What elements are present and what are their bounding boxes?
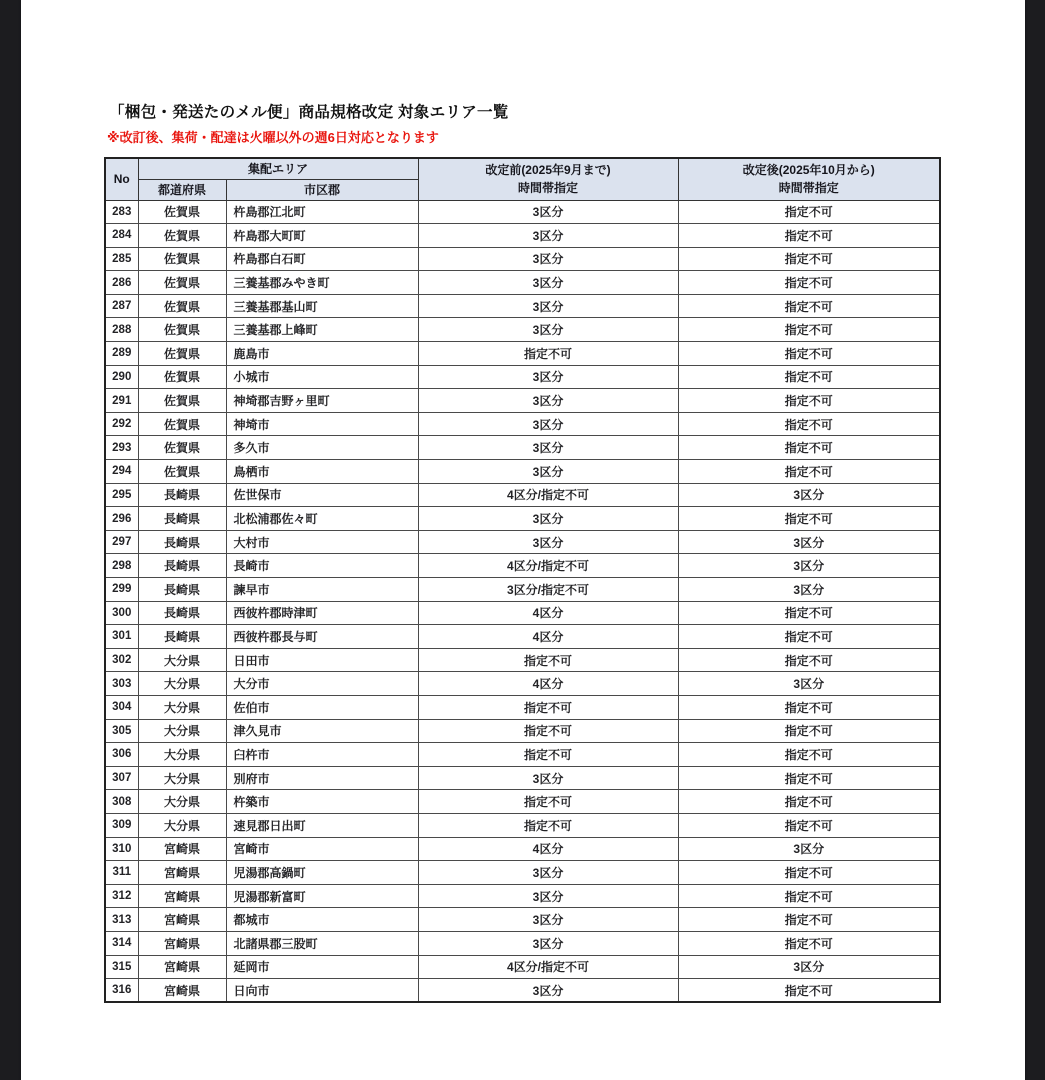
cell-city: 延岡市 bbox=[226, 955, 418, 979]
table-row bbox=[105, 436, 940, 460]
cell-no: 309 bbox=[105, 813, 138, 837]
cell-city: 別府市 bbox=[226, 766, 418, 790]
cell-city: 西彼杵郡時津町 bbox=[226, 601, 418, 625]
page-title: 「梱包・発送たのメル便」商品規格改定 対象エリア一覧 bbox=[109, 104, 509, 121]
cell-before: 3区分 bbox=[418, 908, 678, 932]
cell-prefecture: 宮崎県 bbox=[138, 861, 226, 885]
cell-no: 313 bbox=[105, 908, 138, 932]
cell-before: 指定不可 bbox=[418, 719, 678, 743]
cell-before: 4区分 bbox=[418, 672, 678, 696]
cell-after: 指定不可 bbox=[678, 247, 940, 271]
cell-city: 三養基郡基山町 bbox=[226, 294, 418, 318]
cell-before: 3区分 bbox=[418, 318, 678, 342]
table-row bbox=[105, 672, 940, 696]
cell-city: 佐世保市 bbox=[226, 483, 418, 507]
cell-prefecture: 長崎県 bbox=[138, 507, 226, 531]
cell-prefecture: 長崎県 bbox=[138, 554, 226, 578]
cell-city: 小城市 bbox=[226, 365, 418, 389]
cell-prefecture: 大分県 bbox=[138, 766, 226, 790]
cell-after: 指定不可 bbox=[678, 743, 940, 767]
cell-city: 大村市 bbox=[226, 530, 418, 554]
cell-before: 3区分 bbox=[418, 436, 678, 460]
header-row-1 bbox=[105, 158, 940, 179]
cell-no: 286 bbox=[105, 271, 138, 295]
cell-prefecture: 大分県 bbox=[138, 672, 226, 696]
cell-prefecture: 佐賀県 bbox=[138, 271, 226, 295]
cell-prefecture: 佐賀県 bbox=[138, 389, 226, 413]
table-row bbox=[105, 578, 940, 602]
cell-city: 大分市 bbox=[226, 672, 418, 696]
cell-city: 速見郡日出町 bbox=[226, 813, 418, 837]
cell-no: 291 bbox=[105, 389, 138, 413]
cell-no: 311 bbox=[105, 861, 138, 885]
cell-after: 3区分 bbox=[678, 578, 940, 602]
cell-after: 指定不可 bbox=[678, 813, 940, 837]
cell-no: 287 bbox=[105, 294, 138, 318]
cell-city: 三養基郡みやき町 bbox=[226, 271, 418, 295]
cell-after: 3区分 bbox=[678, 483, 940, 507]
cell-city: 杵島郡白石町 bbox=[226, 247, 418, 271]
cell-after: 指定不可 bbox=[678, 979, 940, 1003]
cell-before: 3区分 bbox=[418, 365, 678, 389]
cell-after: 指定不可 bbox=[678, 884, 940, 908]
cell-city: 児湯郡新富町 bbox=[226, 884, 418, 908]
table-row bbox=[105, 247, 940, 271]
cell-prefecture: 宮崎県 bbox=[138, 908, 226, 932]
cell-before: 3区分 bbox=[418, 412, 678, 436]
cell-prefecture: 長崎県 bbox=[138, 578, 226, 602]
table-row bbox=[105, 342, 940, 366]
document-page bbox=[21, 0, 1025, 1080]
cell-no: 296 bbox=[105, 507, 138, 531]
cell-no: 304 bbox=[105, 695, 138, 719]
table-row bbox=[105, 389, 940, 413]
cell-no: 288 bbox=[105, 318, 138, 342]
cell-no: 284 bbox=[105, 224, 138, 248]
cell-no: 310 bbox=[105, 837, 138, 861]
cell-no: 297 bbox=[105, 530, 138, 554]
cell-city: 都城市 bbox=[226, 908, 418, 932]
table-row bbox=[105, 318, 940, 342]
cell-before: 4区分 bbox=[418, 601, 678, 625]
cell-no: 305 bbox=[105, 719, 138, 743]
cell-after: 3区分 bbox=[678, 672, 940, 696]
table-row bbox=[105, 790, 940, 814]
cell-after: 3区分 bbox=[678, 955, 940, 979]
cell-prefecture: 宮崎県 bbox=[138, 884, 226, 908]
cell-before: 3区分 bbox=[418, 884, 678, 908]
cell-after: 3区分 bbox=[678, 837, 940, 861]
cell-no: 298 bbox=[105, 554, 138, 578]
cell-city: 鹿島市 bbox=[226, 342, 418, 366]
cell-after: 指定不可 bbox=[678, 460, 940, 484]
cell-city: 鳥栖市 bbox=[226, 460, 418, 484]
cell-no: 308 bbox=[105, 790, 138, 814]
cell-prefecture: 大分県 bbox=[138, 790, 226, 814]
cell-prefecture: 宮崎県 bbox=[138, 955, 226, 979]
table-row bbox=[105, 554, 940, 578]
cell-no: 300 bbox=[105, 601, 138, 625]
cell-after: 指定不可 bbox=[678, 389, 940, 413]
table-row bbox=[105, 601, 940, 625]
cell-no: 307 bbox=[105, 766, 138, 790]
cell-city: 杵島郡江北町 bbox=[226, 200, 418, 224]
table-row bbox=[105, 719, 940, 743]
table-row bbox=[105, 224, 940, 248]
cell-city: 諫早市 bbox=[226, 578, 418, 602]
cell-before: 4区分 bbox=[418, 625, 678, 649]
cell-after: 3区分 bbox=[678, 530, 940, 554]
table-header bbox=[105, 158, 940, 200]
header-after bbox=[678, 158, 940, 200]
cell-prefecture: 長崎県 bbox=[138, 601, 226, 625]
cell-before: 4区分/指定不可 bbox=[418, 955, 678, 979]
cell-city: 津久見市 bbox=[226, 719, 418, 743]
cell-after: 指定不可 bbox=[678, 601, 940, 625]
cell-after: 指定不可 bbox=[678, 342, 940, 366]
cell-before: 3区分 bbox=[418, 861, 678, 885]
cell-after: 指定不可 bbox=[678, 931, 940, 955]
table-row bbox=[105, 766, 940, 790]
table-row bbox=[105, 460, 940, 484]
cell-after: 指定不可 bbox=[678, 861, 940, 885]
cell-before: 3区分 bbox=[418, 460, 678, 484]
cell-after: 指定不可 bbox=[678, 719, 940, 743]
cell-after: 指定不可 bbox=[678, 695, 940, 719]
cell-before: 4区分/指定不可 bbox=[418, 554, 678, 578]
table-row bbox=[105, 743, 940, 767]
cell-prefecture: 大分県 bbox=[138, 648, 226, 672]
cell-prefecture: 佐賀県 bbox=[138, 460, 226, 484]
cell-after: 指定不可 bbox=[678, 200, 940, 224]
table-row bbox=[105, 908, 940, 932]
cell-prefecture: 大分県 bbox=[138, 719, 226, 743]
cell-no: 299 bbox=[105, 578, 138, 602]
cell-prefecture: 大分県 bbox=[138, 695, 226, 719]
cell-after: 指定不可 bbox=[678, 507, 940, 531]
table-row bbox=[105, 483, 940, 507]
cell-before: 指定不可 bbox=[418, 813, 678, 837]
cell-prefecture: 佐賀県 bbox=[138, 247, 226, 271]
cell-no: 285 bbox=[105, 247, 138, 271]
cell-before: 3区分 bbox=[418, 224, 678, 248]
cell-prefecture: 宮崎県 bbox=[138, 979, 226, 1003]
table-row bbox=[105, 625, 940, 649]
cell-after: 指定不可 bbox=[678, 625, 940, 649]
table-row bbox=[105, 365, 940, 389]
cell-no: 293 bbox=[105, 436, 138, 460]
cell-before: 4区分 bbox=[418, 837, 678, 861]
cell-prefecture: 佐賀県 bbox=[138, 436, 226, 460]
cell-after: 指定不可 bbox=[678, 365, 940, 389]
cell-city: 神埼郡吉野ヶ里町 bbox=[226, 389, 418, 413]
cell-before: 3区分 bbox=[418, 294, 678, 318]
cell-before: 3区分 bbox=[418, 247, 678, 271]
cell-after: 指定不可 bbox=[678, 766, 940, 790]
table-row bbox=[105, 813, 940, 837]
table-row bbox=[105, 931, 940, 955]
header-no: No bbox=[105, 158, 138, 200]
cell-prefecture: 佐賀県 bbox=[138, 412, 226, 436]
cell-before: 指定不可 bbox=[418, 743, 678, 767]
cell-no: 312 bbox=[105, 884, 138, 908]
header-city: 市区郡 bbox=[226, 179, 418, 200]
cell-before: 3区分 bbox=[418, 530, 678, 554]
cell-before: 3区分 bbox=[418, 200, 678, 224]
cell-after: 指定不可 bbox=[678, 412, 940, 436]
cell-city: 日田市 bbox=[226, 648, 418, 672]
cell-no: 295 bbox=[105, 483, 138, 507]
table-row bbox=[105, 979, 940, 1003]
cell-before: 3区分 bbox=[418, 979, 678, 1003]
header-prefecture: 都道府県 bbox=[138, 179, 226, 200]
cell-no: 301 bbox=[105, 625, 138, 649]
cell-prefecture: 長崎県 bbox=[138, 530, 226, 554]
cell-city: 北松浦郡佐々町 bbox=[226, 507, 418, 531]
cell-before: 3区分 bbox=[418, 766, 678, 790]
cell-no: 292 bbox=[105, 412, 138, 436]
cell-city: 三養基郡上峰町 bbox=[226, 318, 418, 342]
cell-no: 289 bbox=[105, 342, 138, 366]
cell-city: 西彼杵郡長与町 bbox=[226, 625, 418, 649]
cell-no: 294 bbox=[105, 460, 138, 484]
cell-after: 指定不可 bbox=[678, 790, 940, 814]
table-row bbox=[105, 955, 940, 979]
cell-before: 指定不可 bbox=[418, 342, 678, 366]
cell-no: 314 bbox=[105, 931, 138, 955]
header-after-line2: 時間帯指定 bbox=[778, 181, 839, 196]
cell-prefecture: 宮崎県 bbox=[138, 931, 226, 955]
table-row bbox=[105, 837, 940, 861]
cell-no: 290 bbox=[105, 365, 138, 389]
header-area-group: 集配エリア bbox=[138, 158, 418, 179]
cell-city: 杵島郡大町町 bbox=[226, 224, 418, 248]
cell-no: 303 bbox=[105, 672, 138, 696]
revision-note: ※改訂後、集荷・配達は火曜以外の週6日対応となります bbox=[107, 130, 439, 145]
table-row bbox=[105, 271, 940, 295]
cell-prefecture: 佐賀県 bbox=[138, 342, 226, 366]
cell-no: 306 bbox=[105, 743, 138, 767]
cell-before: 3区分 bbox=[418, 507, 678, 531]
cell-no: 315 bbox=[105, 955, 138, 979]
cell-prefecture: 長崎県 bbox=[138, 483, 226, 507]
cell-city: 臼杵市 bbox=[226, 743, 418, 767]
cell-before: 3区分/指定不可 bbox=[418, 578, 678, 602]
cell-prefecture: 佐賀県 bbox=[138, 224, 226, 248]
table-row bbox=[105, 861, 940, 885]
cell-before: 指定不可 bbox=[418, 695, 678, 719]
cell-city: 佐伯市 bbox=[226, 695, 418, 719]
cell-before: 指定不可 bbox=[418, 648, 678, 672]
cell-before: 4区分/指定不可 bbox=[418, 483, 678, 507]
area-revision-table bbox=[104, 157, 941, 1003]
cell-after: 指定不可 bbox=[678, 318, 940, 342]
cell-no: 316 bbox=[105, 979, 138, 1003]
cell-after: 指定不可 bbox=[678, 908, 940, 932]
header-before bbox=[418, 158, 678, 200]
cell-city: 宮崎市 bbox=[226, 837, 418, 861]
cell-no: 283 bbox=[105, 200, 138, 224]
header-after-line1: 改定後(2025年10月から) bbox=[742, 162, 875, 177]
cell-after: 3区分 bbox=[678, 554, 940, 578]
header-before-line1: 改定前(2025年9月まで) bbox=[485, 162, 611, 177]
cell-no: 302 bbox=[105, 648, 138, 672]
cell-after: 指定不可 bbox=[678, 294, 940, 318]
cell-before: 3区分 bbox=[418, 389, 678, 413]
table-row bbox=[105, 884, 940, 908]
table-row bbox=[105, 530, 940, 554]
cell-prefecture: 佐賀県 bbox=[138, 294, 226, 318]
cell-city: 児湯郡高鍋町 bbox=[226, 861, 418, 885]
cell-city: 長崎市 bbox=[226, 554, 418, 578]
cell-city: 神埼市 bbox=[226, 412, 418, 436]
table-row bbox=[105, 294, 940, 318]
cell-after: 指定不可 bbox=[678, 436, 940, 460]
cell-city: 北諸県郡三股町 bbox=[226, 931, 418, 955]
cell-prefecture: 佐賀県 bbox=[138, 200, 226, 224]
header-before-line2: 時間帯指定 bbox=[517, 181, 578, 196]
cell-before: 3区分 bbox=[418, 271, 678, 295]
cell-prefecture: 大分県 bbox=[138, 743, 226, 767]
cell-city: 杵築市 bbox=[226, 790, 418, 814]
cell-prefecture: 大分県 bbox=[138, 813, 226, 837]
cell-before: 指定不可 bbox=[418, 790, 678, 814]
table-body bbox=[105, 200, 940, 1002]
cell-prefecture: 宮崎県 bbox=[138, 837, 226, 861]
cell-city: 日向市 bbox=[226, 979, 418, 1003]
cell-after: 指定不可 bbox=[678, 271, 940, 295]
table-row bbox=[105, 695, 940, 719]
cell-prefecture: 佐賀県 bbox=[138, 318, 226, 342]
table-row bbox=[105, 200, 940, 224]
cell-prefecture: 佐賀県 bbox=[138, 365, 226, 389]
table-row bbox=[105, 412, 940, 436]
table-row bbox=[105, 507, 940, 531]
cell-prefecture: 長崎県 bbox=[138, 625, 226, 649]
cell-before: 3区分 bbox=[418, 931, 678, 955]
cell-after: 指定不可 bbox=[678, 224, 940, 248]
cell-after: 指定不可 bbox=[678, 648, 940, 672]
table-row bbox=[105, 648, 940, 672]
cell-city: 多久市 bbox=[226, 436, 418, 460]
